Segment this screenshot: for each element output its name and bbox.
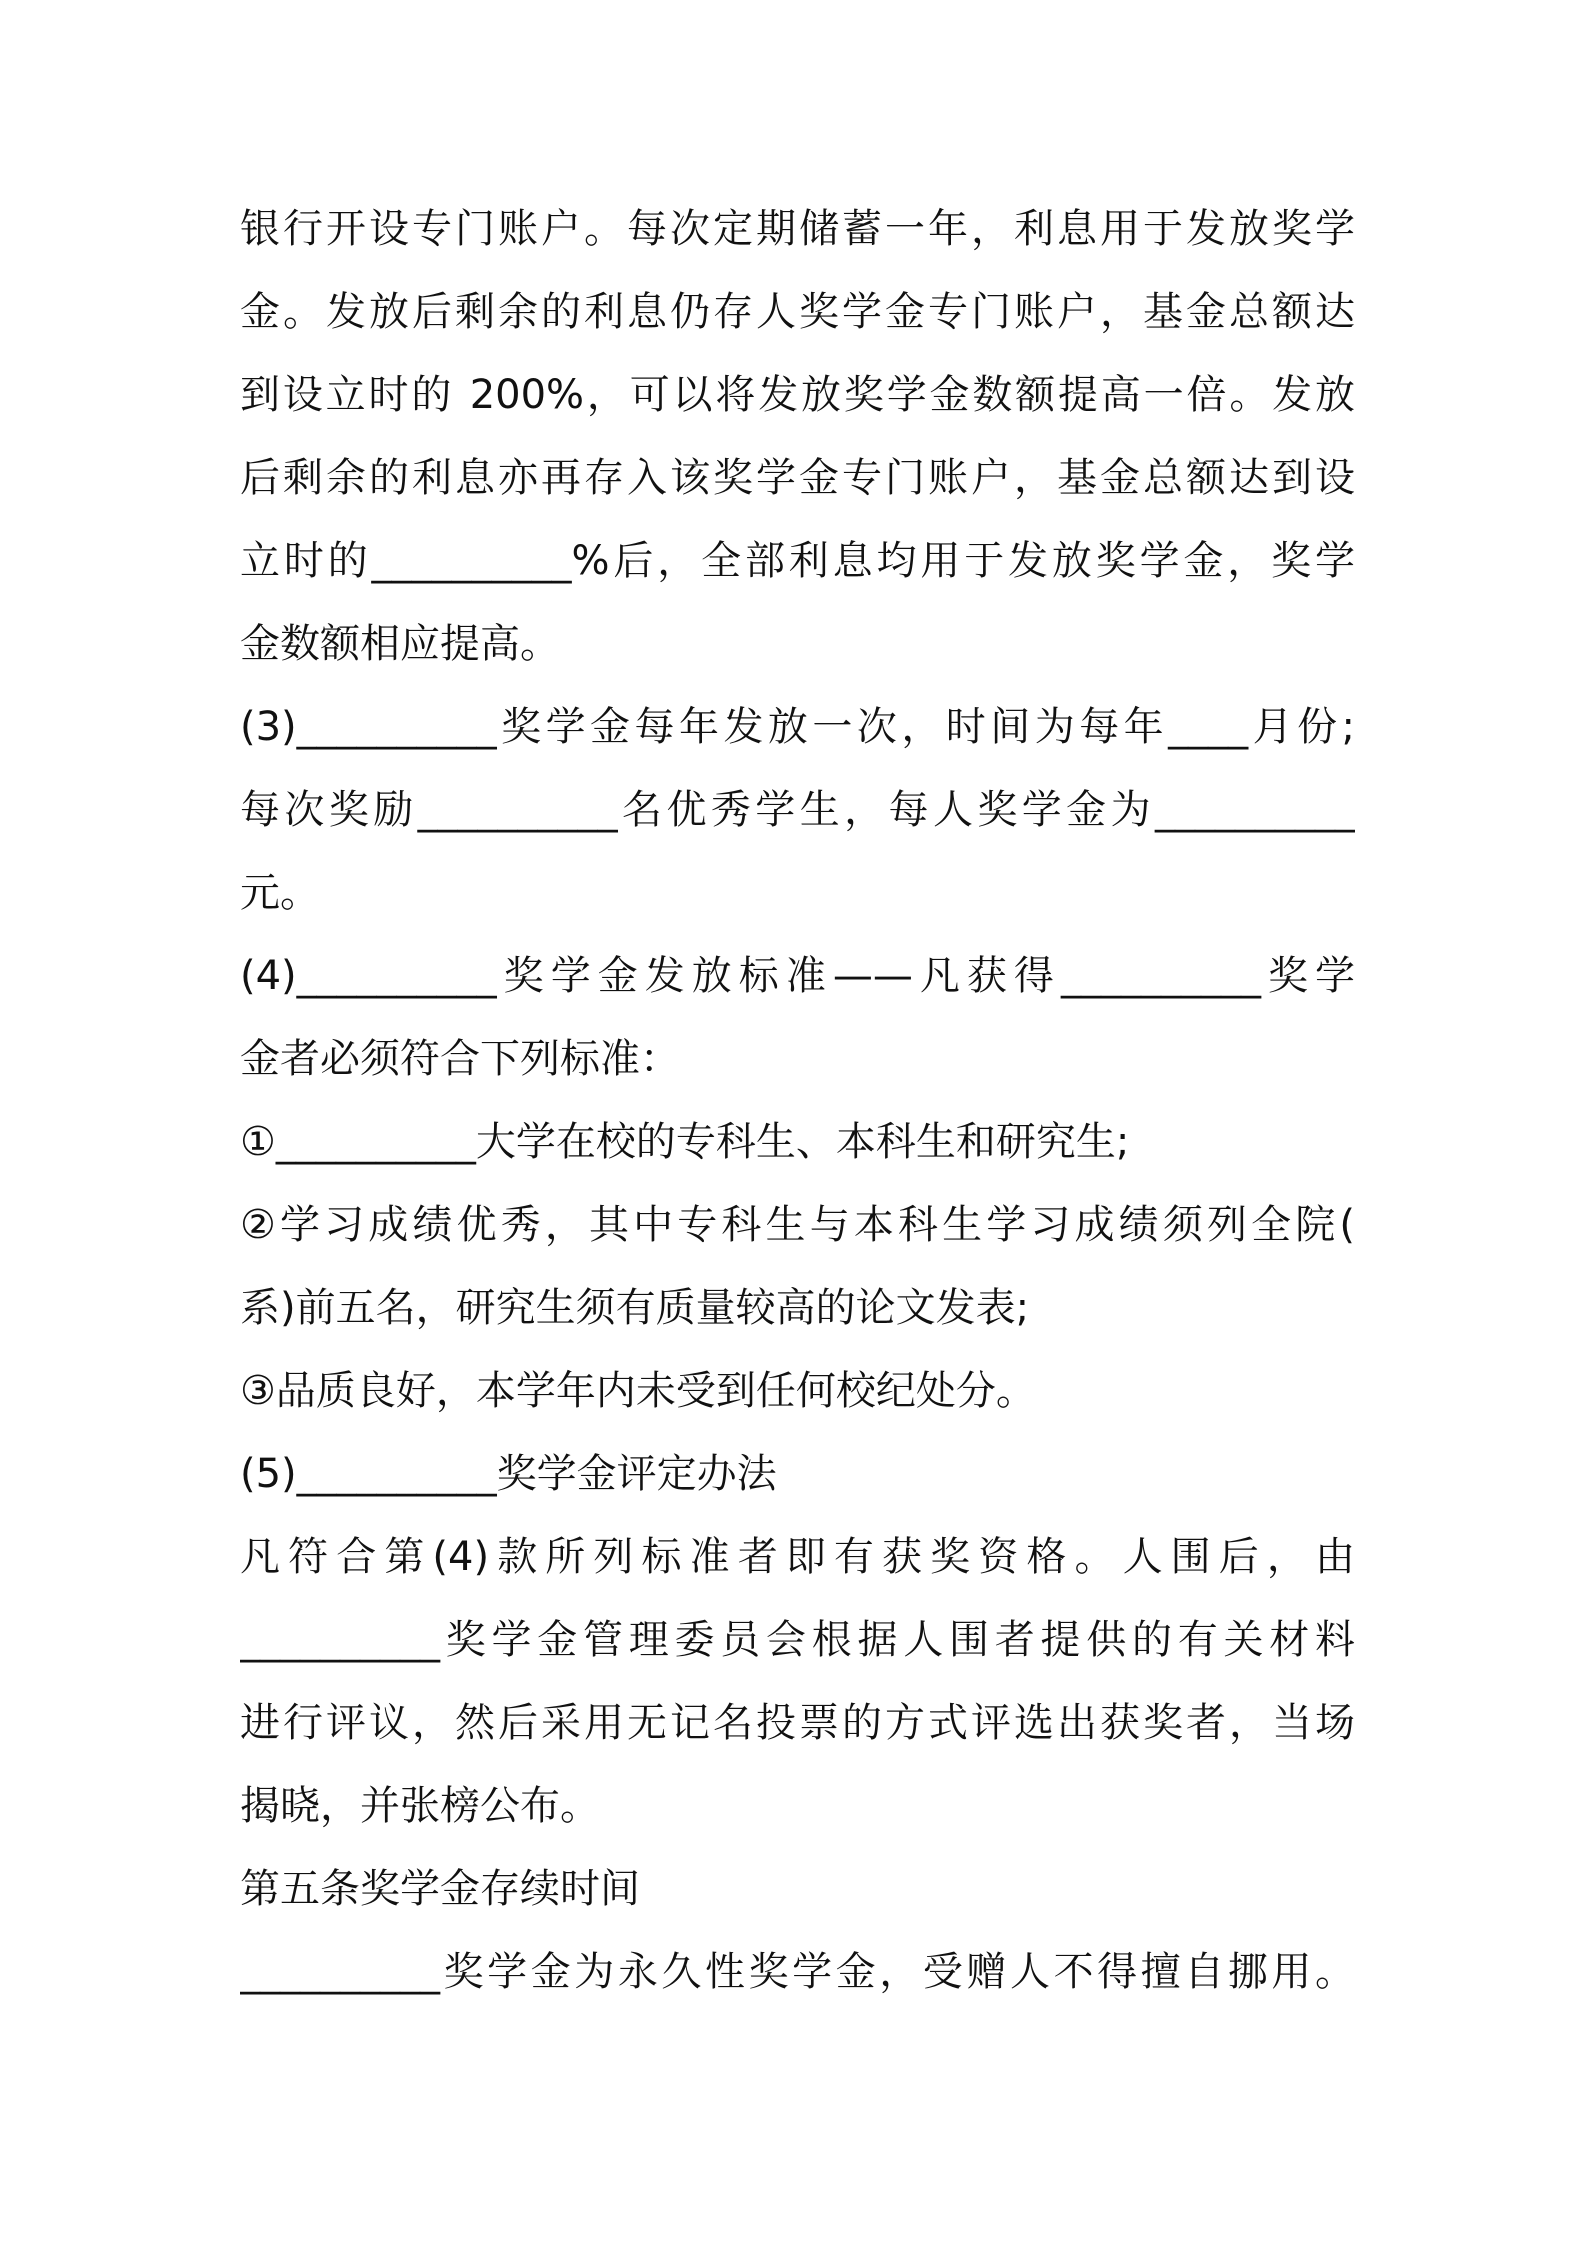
- text-line: 凡符合第(4)款所列标准者即有获奖资格。人围后，由: [240, 1534, 1355, 1580]
- text-line: 金者必须符合下列标准：: [240, 1036, 680, 1082]
- text-line: 立时的__________%后，全部利息均用于发放奖学金，奖学: [240, 538, 1355, 584]
- text-line: 系)前五名，研究生须有质量较高的论文发表;: [240, 1285, 1030, 1331]
- text-line: __________奖学金管理委员会根据人围者提供的有关材料: [240, 1617, 1355, 1663]
- text-line: 银行开设专门账户。每次定期储蓄一年，利息用于发放奖学: [240, 206, 1355, 252]
- text-line: (3)__________奖学金每年发放一次，时间为每年____月份;: [240, 704, 1355, 750]
- text-line: ①__________大学在校的专科生、本科生和研究生;: [240, 1119, 1130, 1165]
- text-line: 到设立时的 200%，可以将发放奖学金数额提高一倍。发放: [240, 372, 1355, 418]
- text-line: ③品质良好，本学年内未受到任何校纪处分。: [240, 1368, 1036, 1414]
- text-line: __________奖学金为永久性奖学金，受赠人不得擅自挪用。: [240, 1949, 1355, 1995]
- text-line: (4)__________奖学金发放标准——凡获得__________奖学: [240, 953, 1355, 999]
- text-line: 元。: [240, 870, 320, 916]
- text-line: 揭晓，并张榜公布。: [240, 1783, 600, 1829]
- text-line: (5)__________奖学金评定办法: [240, 1451, 777, 1497]
- text-line: 金。发放后剩余的利息仍存人奖学金专门账户，基金总额达: [240, 289, 1355, 335]
- text-line: 进行评议，然后采用无记名投票的方式评选出获奖者，当场: [240, 1700, 1355, 1746]
- text-line: ②学习成绩优秀，其中专科生与本科生学习成绩须列全院(: [240, 1202, 1355, 1248]
- text-line: 后剩余的利息亦再存入该奖学金专门账户，基金总额达到设: [240, 455, 1355, 501]
- document-body: [240, 188, 1355, 2014]
- text-line: 第五条奖学金存续时间: [240, 1866, 640, 1912]
- text-line: 金数额相应提高。: [240, 621, 560, 667]
- text-line: 每次奖励__________名优秀学生，每人奖学金为__________: [240, 787, 1355, 833]
